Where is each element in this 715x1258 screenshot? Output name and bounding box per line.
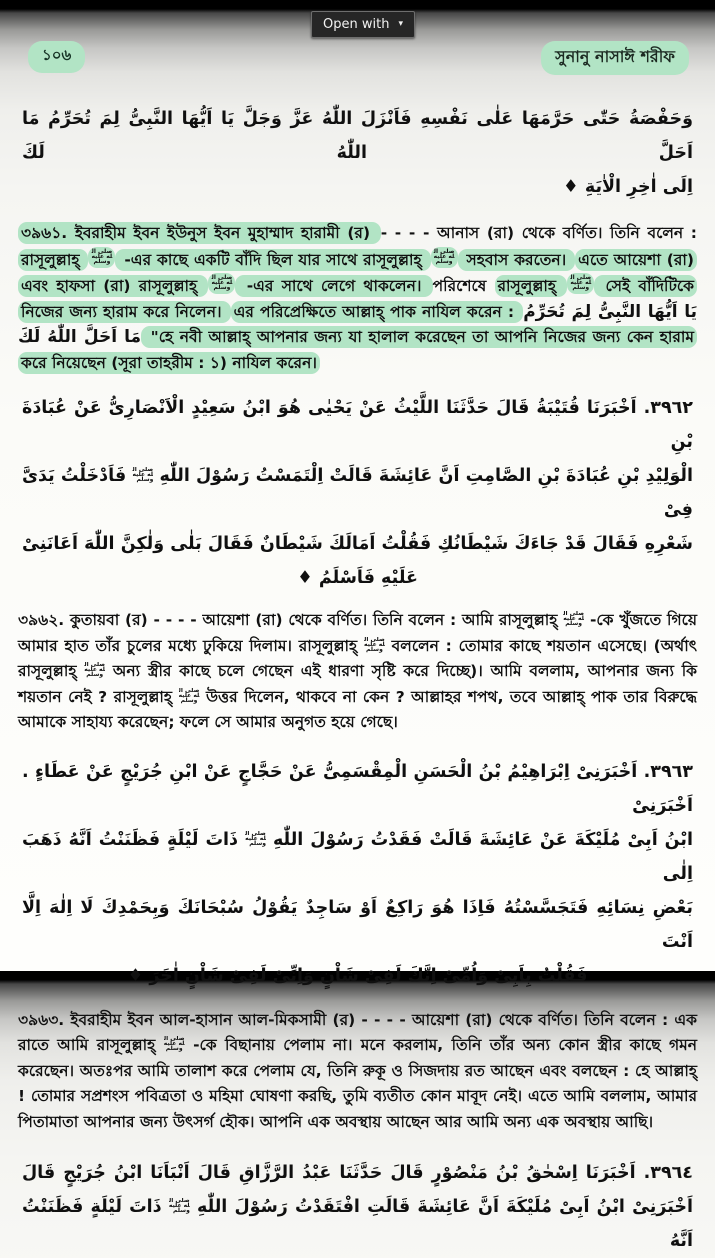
arabic-line: [22, 823, 693, 891]
arabic-line: [22, 527, 693, 561]
highlighted-text: -এর কাছে একটি বাঁদি ছিল যার সাথে রাসূলুল্লাহ্‌: [115, 249, 430, 271]
text-segment: উত্তর দিলেন, থাকবে না কেন ? আল্লাহর শপথ, তবে আল্লাহ্‌ পাক তার বিরুদ্ধে আমাকে সাহায্য করেছেন; ফলে সে আমার অনুগত হয়ে গেছে।: [18, 687, 697, 731]
text-segment: فَقُلْتُ بِاَبِىْ وَاُمِّىْ اِنَّكَ لَفِىْ شَاْنٍ وَاِنِّىْ لَفِىْ شَاْنٍ اٰخَرَ ♦: [127, 965, 588, 986]
highlighted-text: -এর সাথে লেগে থাকলেন।: [235, 275, 432, 297]
hadith-3963-bengali: [18, 1008, 697, 1136]
text-segment: الْوَلِيْدِ بْنِ عُبَادَةَ بْنِ الصَّامِتِ اَنَّ عَائِشَةَ قَالَتْ اِلْتَمَسْتُ رَسُوْلَ اللّٰهِ: [153, 466, 693, 486]
text-segment: بَعْضِ نِسَائِهِ فَتَجَسَّسْتُهُ فَاِذَا هُوَ رَاكِعٌ اَوْ سَاجِدٌ يَقُوْلُ سُبْحَانَكَ وَبِحَمْدِكَ لَا اِلٰهَ اِلَّا اَنْتَ: [22, 897, 693, 952]
open-with-button[interactable]: [311, 11, 415, 38]
scanned-page: [0, 40, 715, 1258]
book-title: সুনানু নাসাঈ শরীফ: [541, 41, 689, 75]
text-segment: ابْنُ اَبِىْ مُلَيْكَةَ عَنْ عَائِشَةَ قَالَتْ فَقَدْتُ رَسُوْلَ اللّٰهِ: [265, 829, 693, 850]
text-segment: وَحَفْصَةُ حَتّٰى حَرَّمَهَا عَلٰى نَفْسِهِ فَاَنْزَلَ اللّٰهُ عَزَّ وَجَلَّ يَا اَيُّهَا النَّبِىُّ لِمَ تُحَرِّمُ مَا اَحَلَّ اللّٰهُ لَكَ: [22, 109, 693, 163]
page-header: [16, 40, 699, 75]
arabic-line: [22, 170, 693, 204]
arabic-line: [22, 1156, 693, 1190]
prophet-honorific-stamp-icon: صلى الله عليه وسلم: [245, 830, 266, 847]
text-segment: অন্য স্ত্রীর কাছে চলে গেছেন এই ধারণা সৃষ্টি করে দিচ্ছে)। আমি বললাম, আপনার জন্য কি শয়তান নেই ? রাসূলুল্লাহ্‌: [18, 662, 697, 706]
chevron-down-icon: ▾: [398, 19, 403, 29]
page-number: ১০৬: [28, 41, 85, 73]
prophet-honorific-stamp-icon: صلى الله عليه وسلم: [563, 611, 585, 627]
arabic-line: [22, 391, 693, 459]
highlighted-text: এর পরিপ্রেক্ষিতে আল্লাহ্‌ পাক নাযিল করেন :: [231, 301, 524, 323]
arabic-line: [22, 102, 693, 170]
hadith-3963-arabic: [16, 755, 699, 993]
prophet-honorific-stamp-icon: صلى الله عليه وسلم: [178, 687, 200, 704]
text-segment: ৩৯৬২. কুতায়বা (র) - - - - আয়েশা (রা) থেকে বর্ণিত। তিনি বলেন : আমি রাসূলুল্লাহ্‌: [18, 611, 564, 629]
prophet-honorific-stamp-icon: صلى الله عليه وسلم: [168, 1198, 190, 1214]
text-segment: شَعْرِهِ فَقَالَ قَدْ جَاءَكَ شَيْطَانُكِ فَقُلْتُ اَمَالَكَ شَيْطَانٌ فَقَالَ بَلٰى وَلٰكِنَّ اللّٰهَ اَعَانَنِىْ: [22, 534, 693, 554]
text-segment: ٣٩٦٢. اَخْبَرَنَا قُتَيْبَةُ قَالَ حَدَّثَنَا اللَّيْثُ عَنْ يَحْيٰى هُوَ ابْنُ سَعِيْدٍ الْاَنْصَارِىُّ عَنْ عُبَادَةَ بْنِ: [22, 398, 693, 452]
arabic-line: [22, 755, 693, 823]
viewer-toolbar: [0, 0, 715, 40]
prophet-honorific-stamp-icon: صلى الله عليه وسلم: [431, 247, 458, 268]
highlighted-text: রাসূলুল্লাহ্‌: [18, 249, 88, 271]
hadith-3962-bengali: [18, 608, 697, 736]
prophet-honorific-stamp-icon: صلى الله عليه وسلم: [364, 636, 385, 653]
arabic-line: [22, 561, 693, 595]
prophet-honorific-stamp-icon: صلى الله عليه وسلم: [567, 273, 594, 294]
highlighted-text: এতে আয়েশা (রা) এবং হাফসা (রা) রাসূলুল্লাহ্‌: [18, 249, 697, 298]
arabic-line: [22, 891, 693, 959]
highlighted-text: সেই বাঁদিটিকে নিজের জন্য হারাম করে নিলেন।: [18, 275, 697, 323]
text-segment: ذَاتَ لَيْلَةٍ فَظَنَنْتُ اَنَّهُ: [22, 1197, 693, 1251]
inline-arabic-text: يَا اَيُّهَا النَّبِىُّ لِمَ تُحَرِّمُ مَا اَحَلَّ اللّٰهُ لَكَ: [18, 301, 697, 347]
text-segment: فَاَدْخَلْتُ يَدَىَّ فِىْ: [22, 466, 693, 520]
hadith-3962-arabic: [16, 391, 699, 595]
arabic-line: [22, 459, 693, 527]
text-segment: اَخْبَرَنِىْ ابْنُ اَبِىْ مُلَيْكَةَ اَنَّ عَائِشَةَ قَالَتِ افْتَقَدْتُ رَسُوْلَ اللّٰهِ: [189, 1197, 693, 1217]
hadith-3961-bengali: [18, 221, 697, 376]
prophet-honorific-stamp-icon: صلى الله عليه وسلم: [163, 1036, 185, 1052]
text-segment: ذَاتَ لَيْلَةٍ فَظَنَنْتُ اَنَّهُ ذَهَبَ اِلٰى: [22, 829, 693, 884]
arabic-intro-block: [16, 102, 699, 204]
hadith-3964-arabic: [16, 1156, 699, 1258]
text-segment: عَلَيْهِ فَاَسْلَمُ ♦: [297, 568, 418, 588]
text-segment: ٣٩٦٣. اَخْبَرَنِىْ اِبْرَاهِيْمُ بْنُ الْحَسَنِ الْمِقْسَمِىُّ عَنْ حَجَّاجٍ عَنْ ابْنِ جُرَيْجٍ عَنْ عَطَاءٍ . اَخْبَرَنِىْ: [22, 761, 693, 816]
text-segment: - - - - আনাস (রা) থেকে বর্ণিত। তিনি বলেন :: [380, 224, 697, 242]
prophet-honorific-stamp-icon: صلى الله عليه وسلم: [132, 467, 154, 483]
prophet-honorific-stamp-icon: صلى الله عليه وسلم: [84, 662, 106, 678]
arabic-line: [22, 959, 693, 993]
highlighted-text: "হে নবী আল্লাহ্‌ আপনার জন্য যা হালাল করেছেন তা আপনি নিজের জন্য কেন হারাম করে নিয়েছেন (সূরা তাহরীম : ১) নাযিল করেন।: [18, 326, 697, 374]
arabic-line: [22, 1190, 693, 1258]
prophet-honorific-stamp-icon: صلى الله عليه وسلم: [88, 247, 115, 268]
text-segment: -কে খুঁজতে গিয়ে আমার হাত তাঁর চুলের মধ্যে ঢুকিয়ে দিলাম। রাসূলুল্লাহ্‌: [18, 611, 697, 655]
highlighted-text: ৩৯৬১. ইবরাহীম ইবন ইউনুস ইবন মুহাম্মাদ হারামী (র): [18, 222, 381, 244]
text-segment: -কে বিছানায় পেলাম না। মনে করলাম, তিনি তাঁর অন্য কোন স্ত্রীর কাছে গমন করেছেন। অতঃপর আমি তালাশ করে পেলাম যে, তিনি রুকূ ও সিজদায় রত আছেন এবং বলছেন : হে আল্লাহ্‌ ! তোমার সপ্রশংস পবিত্রতা ও মহিমা ঘোষণা করছি, তুমি ব্যতীত কোন মাবূদ নেই। এতে আমি বললাম, আমার পিতামাতা আপনার জন্য উৎসর্গ হৌক। আপনি এক অবস্থায় আছেন আর আমি অন্য এক অবস্থায় আছি।: [18, 1036, 697, 1131]
prophet-honorific-stamp-icon: صلى الله عليه وسلم: [208, 273, 235, 294]
text-segment: ৩৯৬৩. ইবরাহীম ইবন আল-হাসান আল-মিকসামী (র) - - - - আয়েশা (রা) থেকে বর্ণিত। তিনি বলেন : এক রাতে আমি রাসূলুল্লাহ্‌: [18, 1010, 697, 1054]
text-segment: পরিশেষে: [432, 277, 495, 295]
text-segment: اِلَى اٰخِرِ الْاٰيَةِ ♦: [563, 177, 693, 197]
text-segment: ٣٩٦٤. اَخْبَرَنَا اِسْحٰقُ بْنُ مَنْصُوْرٍ قَالَ حَدَّثَنَا عَبْدُ الرَّزَّاقِ قَالَ اَنْبَاَنَا ابْنُ جُرَيْجٍ قَالَ: [22, 1163, 693, 1183]
open-with-label: Open with: [323, 17, 390, 32]
highlighted-text: সহবাস করতেন।: [458, 249, 576, 271]
text-segment: বললেন : তোমার কাছে শয়তান এসেছে। (অর্থাৎ রাসূলুল্লাহ্‌: [18, 636, 697, 680]
highlighted-text: রাসূলুল্লাহ্‌: [495, 275, 568, 297]
